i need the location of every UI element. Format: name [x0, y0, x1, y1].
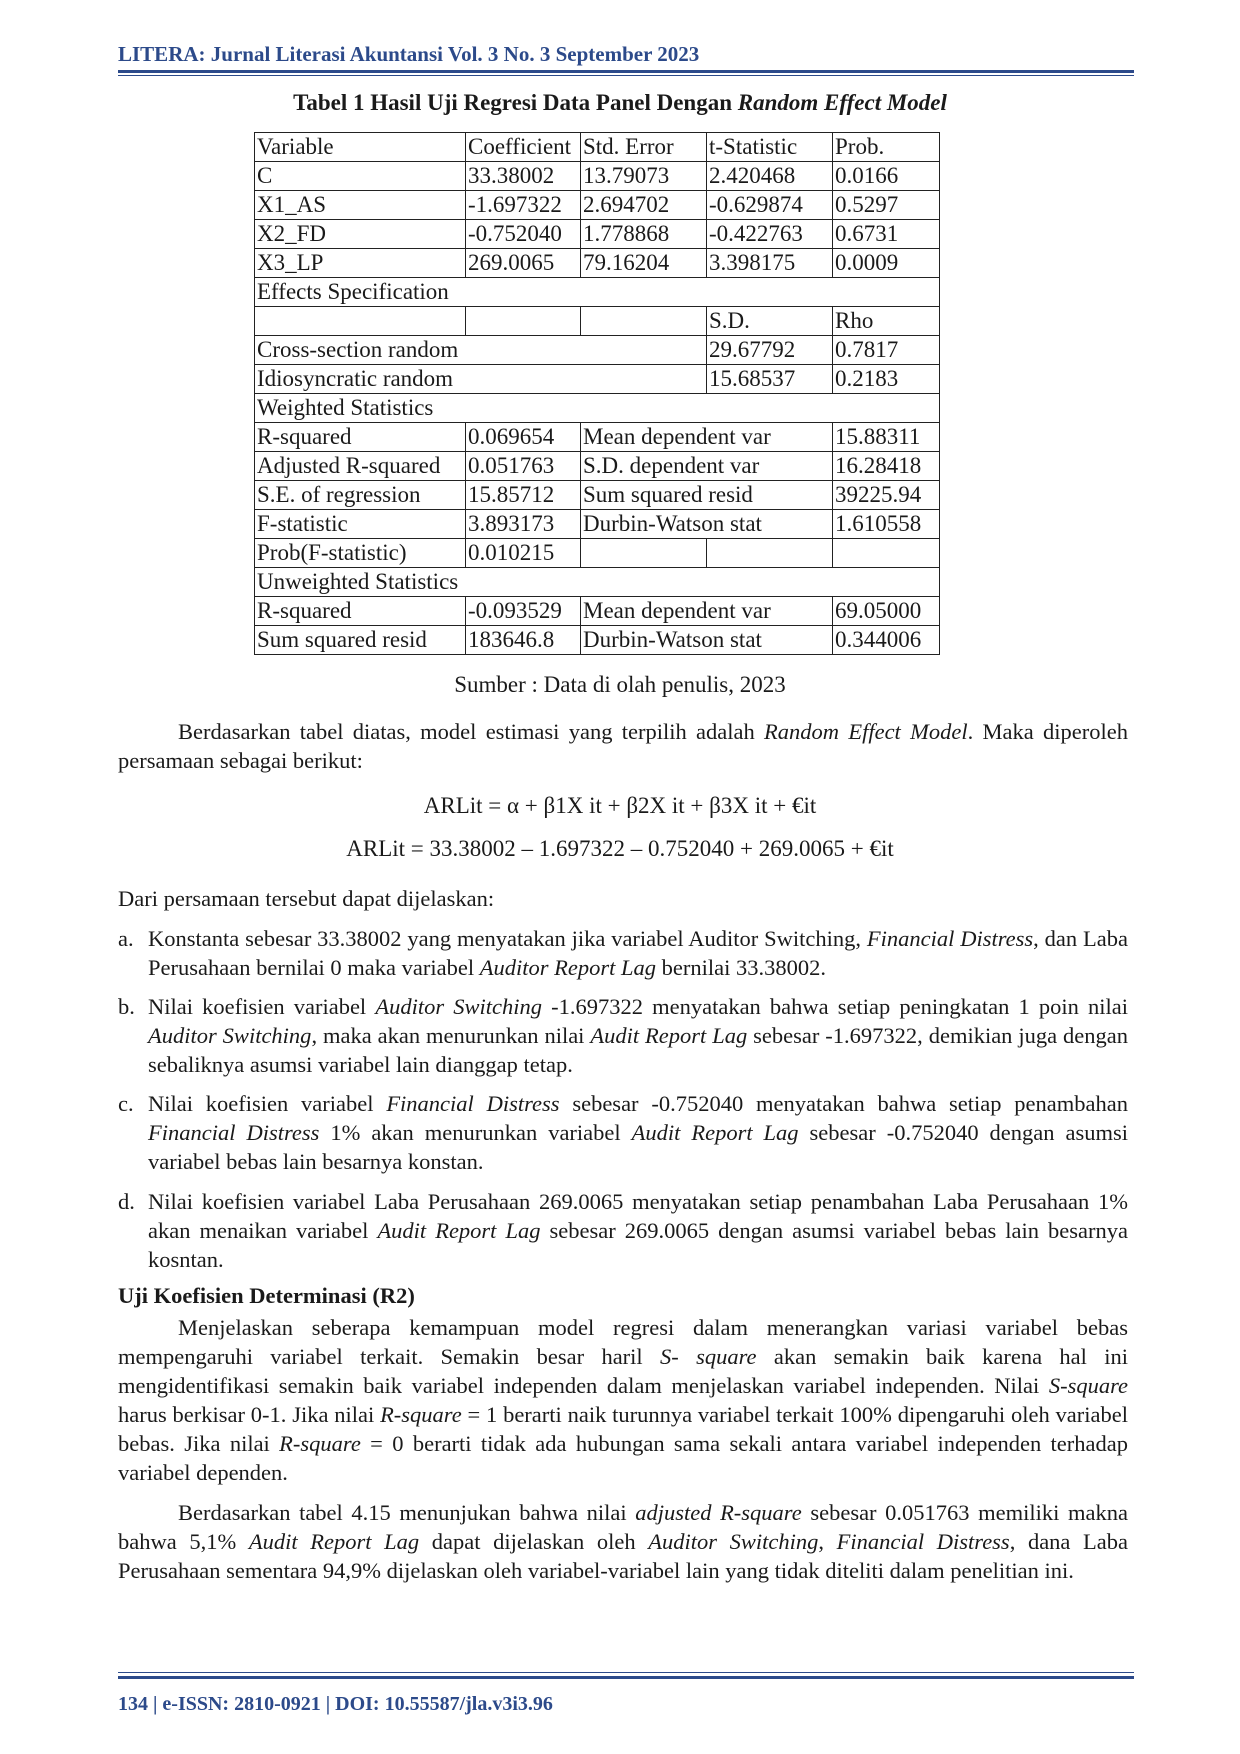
- table-cell: Sum squared resid: [255, 626, 466, 655]
- table-row: [255, 539, 940, 568]
- text-run: Menjelaskan seberapa kemampuan model regresi dalam menerangkan variasi variabel bebas mempengaruhi variabel terkait. Semakin besar haril: [118, 1315, 1128, 1369]
- text-run: sebesar -0.752040 menyatakan bahwa setiap penambahan: [559, 1091, 1128, 1116]
- header-rule-thick: [118, 70, 1134, 73]
- italic-run: Audit Report Lag: [248, 1529, 420, 1554]
- header-cell: Std. Error: [581, 133, 707, 162]
- italic-run: adjusted R-square: [635, 1500, 802, 1525]
- italic-run: Audit Report Lag: [590, 1023, 748, 1048]
- table-cell: Durbin-Watson stat: [581, 626, 833, 655]
- italic-run: Audit Report Lag: [377, 1218, 541, 1243]
- table-cell: 0.344006: [833, 626, 940, 655]
- italic-run: Auditor Switching: [148, 1023, 312, 1048]
- header-cell: S.D.: [707, 307, 833, 336]
- table-cell: [707, 539, 833, 568]
- table-cell: 0.010215: [466, 539, 581, 568]
- table-cell: [466, 307, 581, 336]
- table-title-italic: Random Effect Model: [737, 90, 947, 115]
- table-cell: R-squared: [255, 423, 466, 452]
- header-cell: t-Statistic: [707, 133, 833, 162]
- table-cell: [255, 307, 466, 336]
- table-cell: 0.6731: [833, 220, 940, 249]
- text-run: , maka akan menurunkan nilai: [311, 1023, 591, 1048]
- table-cell: C: [255, 162, 466, 191]
- table-cell: -0.422763: [707, 220, 833, 249]
- table-source: Sumber : Data di olah penulis, 2023: [454, 672, 786, 697]
- text-run: ,: [818, 1529, 837, 1554]
- text-run: sebesar 269.0065 dengan asumsi variabel bebas lain besarnya kosntan.: [148, 1218, 1129, 1272]
- section-label-unweighted: Unweighted Statistics: [255, 568, 940, 597]
- intro-text-a: Berdasarkan tabel diatas, model estimasi yang terpilih adalah: [178, 719, 755, 744]
- table-cell: 183646.8: [466, 626, 581, 655]
- equation-general: ARLit = α + β1X it + β2X it + β3X it + €it: [423, 793, 817, 818]
- text-run: , dan Laba Perusahaan bernilai 0 maka variabel: [148, 926, 1128, 980]
- table-cell: 1.610558: [833, 510, 940, 539]
- header-cell: Variable: [255, 133, 466, 162]
- italic-run: Auditor Report Lag: [479, 955, 656, 980]
- table-cell: F-statistic: [255, 510, 466, 539]
- italic-run: Financial Distress: [866, 926, 1034, 951]
- italic-run: Financial Distress: [148, 1120, 320, 1145]
- footer-rule-thick: [118, 1676, 1134, 1679]
- list-item-a: [118, 924, 1128, 982]
- table-cell: Prob(F-statistic): [255, 539, 466, 568]
- intro-paragraph: [118, 717, 1128, 775]
- table-cell: 1.778868: [581, 220, 707, 249]
- text-run: akan semakin baik karena hal ini mengidentifikasi semakin baik variabel independen dalam menjelaskan variabel independen. Nilai: [118, 1344, 1129, 1398]
- list-item-c: [118, 1089, 1128, 1176]
- text-run: = 0 berarti tidak ada hubungan sama sekali antara variabel independen terhadap variabel dependen.: [118, 1431, 1128, 1485]
- table-row: [255, 162, 940, 191]
- text-run: dapat dijelaskan oleh: [419, 1529, 649, 1554]
- section-label-effects: Effects Specification: [255, 278, 940, 307]
- italic-run: S- square: [660, 1344, 757, 1369]
- table-cell: 2.694702: [581, 191, 707, 220]
- italic-run: R-square: [279, 1431, 361, 1456]
- text-run: Nilai koefisien variabel Laba Perusahaan 269.0065 menyatakan setiap penambahan Laba Perusahaan 1% akan menaikan variabel: [148, 1189, 1128, 1243]
- journal-header: LITERA: Jurnal Literasi Akuntansi Vol. 3 No. 3 September 2023: [118, 42, 700, 66]
- table-section-row: [255, 568, 940, 597]
- text-run: Nilai koefisien variabel: [148, 1091, 387, 1116]
- table-cell: 0.051763: [466, 452, 581, 481]
- list-item-text: [148, 924, 1128, 982]
- italic-run: Financial Distress: [836, 1529, 1010, 1554]
- list-item-text: [148, 1187, 1128, 1274]
- table-cell: Durbin-Watson stat: [581, 510, 833, 539]
- header-cell: Rho: [833, 307, 940, 336]
- table-row: [255, 481, 940, 510]
- table-row: [255, 307, 940, 336]
- header-cell: Prob.: [833, 133, 940, 162]
- table-cell: [833, 539, 940, 568]
- footer-rule-thin: [118, 1672, 1134, 1673]
- table-title-text: Tabel 1 Hasil Uji Regresi Data Panel Dengan: [293, 90, 733, 115]
- table-header-row: [255, 133, 940, 162]
- table-row: [255, 626, 940, 655]
- table-cell: -0.752040: [466, 220, 581, 249]
- table-cell: X1_AS: [255, 191, 466, 220]
- list-item-text: [148, 992, 1128, 1079]
- text-run: harus berkisar 0-1. Jika nilai: [118, 1402, 381, 1427]
- table-row: [255, 423, 940, 452]
- table-cell: 3.893173: [466, 510, 581, 539]
- table-cell: Sum squared resid: [581, 481, 833, 510]
- table-cell: X3_LP: [255, 249, 466, 278]
- text-run: = 1 berarti naik turunnya variabel terkait 100% dipengaruhi oleh variabel bebas. Jika nilai: [118, 1402, 1128, 1456]
- table-cell: 33.38002: [466, 162, 581, 191]
- section-label-weighted: Weighted Statistics: [255, 394, 940, 423]
- table-cell: Adjusted R-squared: [255, 452, 466, 481]
- table-cell: 69.05000: [833, 597, 940, 626]
- table-cell: 0.7817: [833, 336, 940, 365]
- table-cell: 29.67792: [707, 336, 833, 365]
- italic-run: Auditor Switching: [375, 994, 542, 1019]
- table-cell: 2.420468: [707, 162, 833, 191]
- table-section-row: [255, 394, 940, 423]
- italic-run: Audit Report Lag: [631, 1120, 799, 1145]
- text-run: Nilai koefisien variabel: [148, 994, 376, 1019]
- table-cell: S.E. of regression: [255, 481, 466, 510]
- text-run: -1.697322 menyatakan bahwa setiap peningkatan 1 poin nilai: [541, 994, 1129, 1019]
- table-row: [255, 336, 940, 365]
- italic-run: R-square: [380, 1402, 462, 1427]
- table-row: [255, 220, 940, 249]
- list-marker: b.: [118, 994, 135, 1019]
- table-row: [255, 510, 940, 539]
- table-cell: 0.0009: [833, 249, 940, 278]
- table-cell: 13.79073: [581, 162, 707, 191]
- text-run: sebesar 0.051763 memiliki makna bahwa 5,1%: [118, 1500, 1128, 1554]
- table-cell: Mean dependent var: [581, 423, 833, 452]
- text-run: bernilai 33.38002.: [656, 955, 826, 980]
- equation-estimated: ARLit = 33.38002 – 1.697322 – 0.752040 + 269.0065 + €it: [346, 836, 894, 861]
- table-cell: R-squared: [255, 597, 466, 626]
- explain-lead: Dari persamaan tersebut dapat dijelaskan:: [118, 886, 495, 911]
- table-cell: 39225.94: [833, 481, 940, 510]
- r2-paragraph: [118, 1313, 1128, 1487]
- table-title: [0, 90, 1240, 116]
- table-cell: 0.0166: [833, 162, 940, 191]
- page-footer: 134 | e-ISSN: 2810-0921 | DOI: 10.55587/jla.v3i3.96: [118, 1693, 553, 1715]
- text-run: Berdasarkan tabel 4.15 menunjukan bahwa nilai: [178, 1500, 636, 1525]
- table-row: [255, 249, 940, 278]
- intro-italic: Random Effect Model: [764, 719, 968, 744]
- text-run: 1% akan menurunkan variabel: [319, 1120, 632, 1145]
- table-row: [255, 597, 940, 626]
- table-cell: [581, 307, 707, 336]
- header-rule-thin: [118, 75, 1134, 76]
- table-cell: -0.093529: [466, 597, 581, 626]
- table-row: [255, 191, 940, 220]
- list-item-text: [148, 1089, 1128, 1176]
- table-cell: 15.85712: [466, 481, 581, 510]
- list-marker: c.: [118, 1091, 134, 1116]
- header-cell: Coefficient: [466, 133, 581, 162]
- table-cell: -1.697322: [466, 191, 581, 220]
- table-row: [255, 365, 940, 394]
- table-cell: 269.0065: [466, 249, 581, 278]
- italic-run: S-square: [1048, 1373, 1128, 1398]
- table-row: [255, 452, 940, 481]
- table-cell: 79.16204: [581, 249, 707, 278]
- table-cell: -0.629874: [707, 191, 833, 220]
- table-section-row: [255, 278, 940, 307]
- text-run: sebesar -0.752040 dengan asumsi variabel bebas lain besarnya konstan.: [148, 1120, 1128, 1174]
- text-run: , dana Laba Perusahaan sementara 94,9% dijelaskan oleh variabel-variabel lain yang tidak diteliti dalam penelitian ini.: [118, 1529, 1129, 1583]
- intro-text-c: . Maka diperoleh persamaan sebagai berikut:: [118, 719, 1128, 773]
- section-heading: Uji Koefisien Determinasi (R2): [118, 1283, 415, 1308]
- table-cell: 15.88311: [833, 423, 940, 452]
- regression-table: [254, 132, 940, 655]
- text-run: sebesar -1.697322, demikian juga dengan sebaliknya asumsi variabel lain dianggap tetap.: [148, 1023, 1129, 1077]
- table-cell: 0.2183: [833, 365, 940, 394]
- table-cell: 3.398175: [707, 249, 833, 278]
- table-cell: Mean dependent var: [581, 597, 833, 626]
- italic-run: Auditor Switching: [648, 1529, 819, 1554]
- table-cell: 16.28418: [833, 452, 940, 481]
- table-cell: Idiosyncratic random: [255, 365, 707, 394]
- table-cell: [581, 539, 707, 568]
- list-item-d: [118, 1187, 1128, 1274]
- table-cell: 15.68537: [707, 365, 833, 394]
- table-cell: Cross-section random: [255, 336, 707, 365]
- table-cell: S.D. dependent var: [581, 452, 833, 481]
- list-marker: a.: [118, 926, 134, 951]
- table-cell: X2_FD: [255, 220, 466, 249]
- list-item-b: [118, 992, 1128, 1079]
- table-cell: 0.069654: [466, 423, 581, 452]
- final-paragraph: [118, 1498, 1128, 1585]
- list-marker: d.: [118, 1189, 135, 1214]
- italic-run: Financial Distress: [386, 1091, 560, 1116]
- table-cell: 0.5297: [833, 191, 940, 220]
- text-run: Konstanta sebesar 33.38002 yang menyatakan jika variabel Auditor Switching,: [148, 926, 867, 951]
